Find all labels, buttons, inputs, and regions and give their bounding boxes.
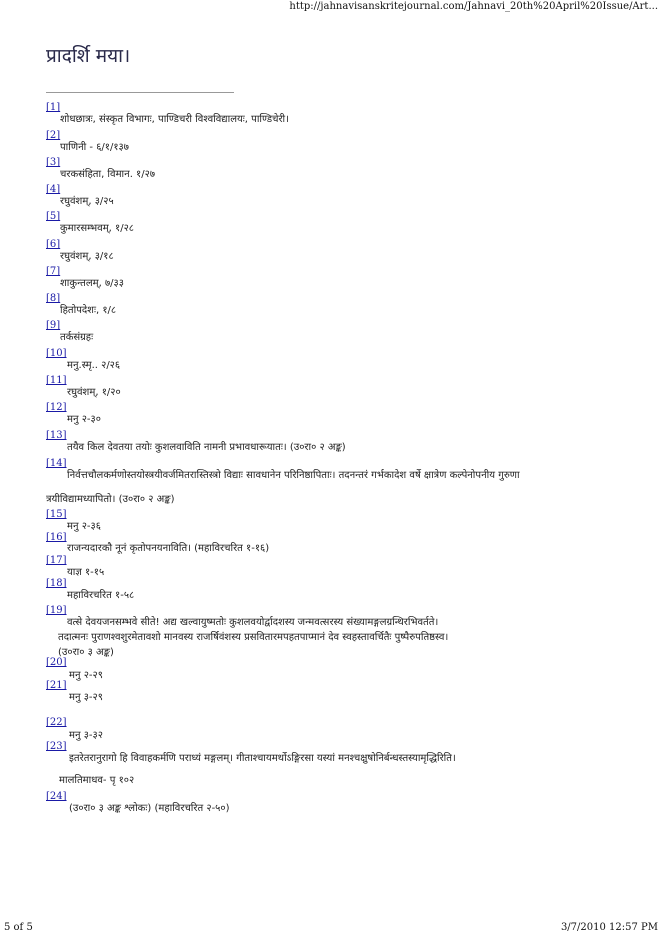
footnote-text-19-line-3: (उ०रा० ३ अङ्क) bbox=[58, 647, 114, 658]
footnote-text-16: राजन्यदारकौ नूनं कृतोपनयनाविति। (महाविरचरित १-१६) bbox=[67, 543, 270, 554]
footnote-ref-9[interactable]: [9] bbox=[46, 320, 61, 331]
footnote-ref-16[interactable]: [16] bbox=[46, 532, 67, 543]
footnote-text-11: रघुवंशम्, १/२० bbox=[67, 387, 121, 398]
footnote-ref-7[interactable]: [7] bbox=[46, 266, 61, 277]
footnote-ref-1[interactable]: [1] bbox=[46, 102, 61, 113]
footnote-text-10: मनु.स्मृ.. २/२६ bbox=[67, 360, 121, 371]
footnote-ref-10[interactable]: [10] bbox=[46, 348, 67, 359]
footnote-ref-6[interactable]: [6] bbox=[46, 239, 61, 250]
footnote-ref-14[interactable]: [14] bbox=[46, 458, 67, 469]
footnote-text-22: मनु ३-३२ bbox=[69, 730, 103, 741]
footnote-text-19-line-1: वत्से देवयजनसम्भवे सीते! अद्य खल्वायुष्मतोः कुशलवयोर्द्वादशस्य जन्मवत्सरस्य संख्यामङ्गलग्रन्थिरभिवर्तते। bbox=[67, 617, 439, 628]
page-title: प्रादर्शि मया। bbox=[46, 45, 131, 67]
footnote-ref-23[interactable]: [23] bbox=[46, 741, 67, 752]
footnote-ref-8[interactable]: [8] bbox=[46, 293, 61, 304]
footnote-ref-24[interactable]: [24] bbox=[46, 791, 67, 802]
footnote-text-18: महाविरचरित १-५८ bbox=[67, 590, 135, 601]
footnote-text-14-line-1: निर्वत्तचौलकर्मणोस्तयोस्त्रयीवर्जमितरास्तिस्त्रो विद्याः सावधानेन परिनिष्ठापिताः। तदनन्तरं गर्भकादेश वर्षे क्षात्रेण कल्पेनोपनीय गुरुणा bbox=[67, 470, 520, 481]
footnote-text-14-line-2: त्रयीविद्यामध्यापितो। (उ०रा० २ अङ्क) bbox=[46, 494, 175, 505]
footnote-text-20: मनु २-२९ bbox=[69, 670, 103, 681]
footnote-text-4: रघुवंशम्, ३/२५ bbox=[60, 196, 114, 207]
footnote-text-7: शाकुन्तलम्, ७/३३ bbox=[60, 278, 124, 289]
footnote-text-13: तयैव किल देवतया तयोः कुशलवाविति नामनी प्रभावधारूयातः। (उ०रा० २ अङ्क) bbox=[67, 442, 346, 453]
footnote-ref-18[interactable]: [18] bbox=[46, 578, 67, 589]
footnote-text-23-line-1: इतरेतरानुरागो हि विवाहकर्मणि पराध्यं मङ्गलम्। गीताश्चायमर्थोऽङ्गिरसा यस्यां मनश्चक्षुषोनिर्बन्धस्तस्यामृद्धिरिति। bbox=[69, 753, 456, 764]
footnote-ref-21[interactable]: [21] bbox=[46, 680, 67, 691]
footnote-ref-3[interactable]: [3] bbox=[46, 157, 61, 168]
footnote-ref-5[interactable]: [5] bbox=[46, 211, 61, 222]
print-datetime: 3/7/2010 12:57 PM bbox=[560, 922, 658, 933]
footnote-text-19-line-2: तदात्मनः पुराणश्वशुरमेतावशो मानवस्य राजर्षिवंशस्य प्रसवितारमपहतपाप्मानं देव स्वहस्तावर्चितैः पुष्पैरुपतिष्ठस्व। bbox=[58, 632, 449, 643]
footnote-text-9: तर्कसंग्रहः bbox=[60, 332, 94, 343]
footnote-text-2: पाणिनी - ६/१/१३७ bbox=[60, 142, 129, 153]
footnote-text-23-line-2: मालतिमाधव- पृ १०२ bbox=[59, 775, 135, 786]
footnote-divider bbox=[46, 92, 234, 93]
footnote-ref-4[interactable]: [4] bbox=[46, 184, 61, 195]
footnote-text-24: (उ०रा० ३ अङ्क श्लोकः) (महाविरचरित २-५०) bbox=[69, 803, 230, 814]
footnote-text-6: रघुवंशम्, ३/१८ bbox=[60, 251, 114, 262]
footnote-ref-19[interactable]: [19] bbox=[46, 605, 67, 616]
footnote-text-5: कुमारसम्भवम्, १/२८ bbox=[60, 223, 134, 234]
footnote-text-1: शोधछात्रः, संस्कृत विभागः, पाण्डिचरी विश्वविद्यालयः, पाण्डिचेरी। bbox=[60, 114, 289, 125]
footnote-ref-15[interactable]: [15] bbox=[46, 509, 67, 520]
footnote-ref-20[interactable]: [20] bbox=[46, 657, 67, 668]
footnote-ref-22[interactable]: [22] bbox=[46, 717, 67, 728]
footnote-text-21: मनु ३-२९ bbox=[69, 692, 103, 703]
footnote-text-17: याज्ञ १-१५ bbox=[67, 567, 105, 578]
footnote-ref-12[interactable]: [12] bbox=[46, 402, 67, 413]
footnote-text-12: मनु २-३० bbox=[67, 414, 101, 425]
footnote-ref-13[interactable]: [13] bbox=[46, 430, 67, 441]
footnote-text-15: मनु २-३६ bbox=[67, 521, 101, 532]
footnote-ref-11[interactable]: [11] bbox=[46, 375, 67, 386]
footnote-ref-17[interactable]: [17] bbox=[46, 555, 67, 566]
page-url: http://jahnavisanskritejournal.com/Jahnavi_20th%20April%20Issue/Art... bbox=[289, 1, 658, 12]
footnote-text-8: हितोपदेशः, १/८ bbox=[60, 305, 117, 316]
footnote-ref-2[interactable]: [2] bbox=[46, 130, 61, 141]
page-count: 5 of 5 bbox=[4, 922, 33, 933]
footnote-text-3: चरकसंहिता, विमान. १/२७ bbox=[60, 169, 156, 180]
